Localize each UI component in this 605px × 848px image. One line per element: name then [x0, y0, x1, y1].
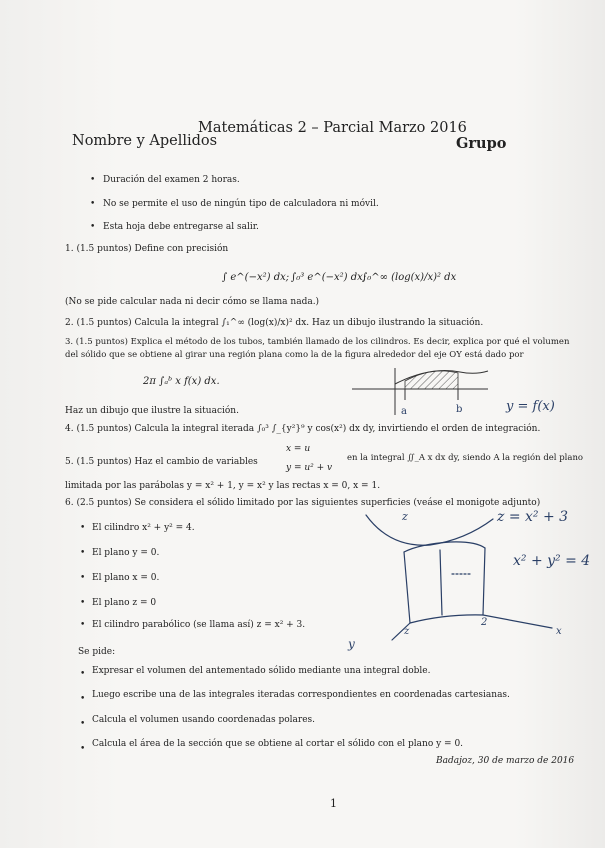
question-5-a: 5. (1.5 puntos) Haz el cambio de variables	[65, 457, 258, 467]
bullet-marker: •	[80, 523, 86, 533]
right-edge	[483, 548, 485, 615]
handwritten-z-top: z	[402, 510, 408, 523]
bullet-marker: •	[80, 744, 86, 754]
label-b: b	[456, 404, 463, 415]
solid-sketch	[347, 509, 590, 651]
bullet-marker: •	[90, 175, 96, 185]
top-edge	[404, 542, 485, 552]
handwritten-two: 2	[481, 617, 488, 628]
name-label: Nombre y Apellidos	[72, 133, 218, 149]
region-figure	[352, 368, 555, 417]
page-number: 1	[330, 797, 337, 810]
date: Badajoz, 30 de marzo de 2016	[436, 756, 575, 766]
task-2: Luego escribe una de las integrales iteradas correspondientes en coordenadas cartesianas.	[92, 690, 510, 700]
group-label: Grupo	[456, 135, 507, 152]
bullet-marker: •	[90, 199, 96, 209]
integral-b: ∫₀³ e^(−x²) dx;	[291, 272, 367, 283]
handwritten-y: y	[348, 637, 355, 651]
bullet-marker: •	[80, 694, 86, 704]
question-4: 4. (1.5 puntos) Calcula la integral iterada ∫₀³ ∫_{y²}⁹ y cos(x²) dx dy, invirtiendo el orden de integración.	[65, 424, 541, 434]
bullet-marker: •	[80, 598, 86, 608]
bottom-edge	[410, 615, 483, 623]
bullet-marker: •	[80, 719, 86, 729]
bullet-marker: •	[80, 548, 86, 558]
bullet-marker: •	[80, 669, 86, 679]
handwritten-parabolic-eq: z = x² + 3	[497, 509, 569, 525]
task-3: Calcula el volumen usando coordenadas polares.	[92, 715, 316, 725]
surface-parabolic-cylinder: El cilindro parabólico (se llama así) z = x² + 3.	[92, 620, 306, 630]
parabola-top	[366, 515, 493, 545]
task-4: Calcula el área de la sección que se obtiene al cortar el sólido con el plano y = 0.	[92, 739, 464, 749]
surface-plane-z: El plano z = 0	[92, 598, 157, 608]
tube-formula: 2π ∫ₐᵇ x f(x) dx.	[143, 376, 220, 387]
bullet-marker: •	[80, 620, 86, 630]
question-5-b: en la integral ∬_A x dx dy, siendo A la región del plano	[347, 453, 584, 463]
surface-plane-x: El plano x = 0.	[92, 573, 160, 583]
handwritten-z-bottom: z	[404, 626, 410, 637]
question-3-line1: 3. (1.5 puntos) Explica el método de los tubos, también llamado de los cilindros. Es decir, explica por qué el volumen	[65, 337, 570, 347]
question-3-end: Haz un dibujo que ilustre la situación.	[65, 406, 239, 416]
handwritten-function-label: y = f(x)	[506, 399, 555, 414]
back-edge	[440, 550, 442, 615]
question-3-line2: del sólido que se obtiene al girar una región plana como la de la figura alrededor del eje OY está dado por	[65, 350, 524, 360]
task-1: Expresar el volumen del antementado sólido mediante una integral doble.	[92, 666, 431, 676]
se-pide-label: Se pide:	[78, 647, 116, 657]
question-1-note: (No se pide calcular nada ni decir cómo se llama nada.)	[65, 297, 320, 307]
handwritten-x: x	[556, 626, 562, 637]
shaded-region	[405, 371, 458, 389]
bullet-marker: •	[80, 573, 86, 583]
surface-cylinder: El cilindro x² + y² = 4.	[92, 523, 195, 533]
left-edge	[404, 552, 410, 623]
system-eq-1: x = u	[286, 444, 311, 454]
system-eq-2: y = u² + v	[286, 463, 333, 473]
label-a: a	[401, 406, 407, 417]
instruction-duration: Duración del examen 2 horas.	[103, 175, 240, 185]
integral-a: ∫ e^(−x²) dx;	[222, 272, 290, 283]
handwritten-cylinder-eq: x² + y² = 4	[513, 553, 591, 569]
surface-plane-y: El plano y = 0.	[92, 548, 160, 558]
question-5-c: limitada por las parábolas y = x² + 1, y = x² y las rectas x = 0, x = 1.	[65, 481, 381, 491]
integral-c: ∫₀^∞ (log(x)/x)² dx	[362, 272, 457, 283]
x-direction	[483, 615, 552, 628]
instruction-hand-in: Esta hoja debe entregarse al salir.	[103, 222, 259, 232]
question-6: 6. (2.5 puntos) Se considera el sólido limitado por las siguientes superficies (veáse el monigote adjunto)	[65, 498, 541, 508]
exam-title: Matemáticas 2 – Parcial Marzo 2016	[198, 120, 467, 136]
question-2: 2. (1.5 puntos) Calcula la integral ∫₁^∞ (log(x)/x)² dx. Haz un dibujo ilustrando la situación.	[65, 318, 484, 328]
bullet-marker: •	[90, 222, 96, 232]
instruction-no-calculator: No se permite el uso de ningún tipo de calculadora ni móvil.	[103, 199, 379, 209]
question-1: 1. (1.5 puntos) Define con precisión	[65, 244, 229, 254]
